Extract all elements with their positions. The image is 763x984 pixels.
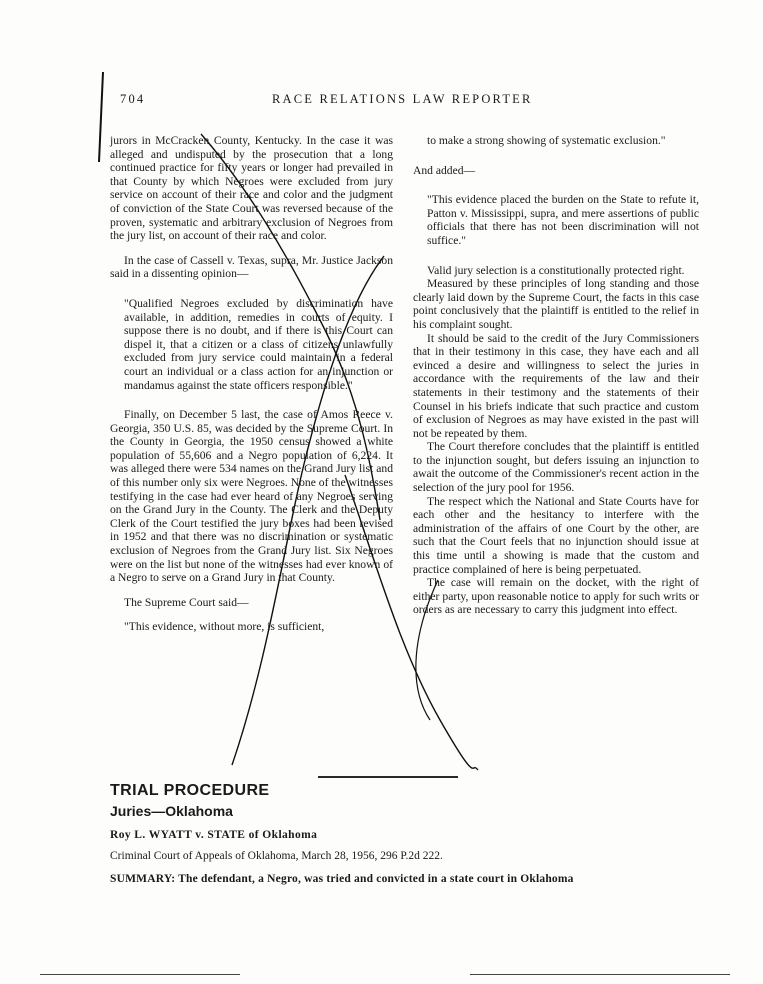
case-summary: SUMMARY: The defendant, a Negro, was tried and convicted in a state court in Oklahoma xyxy=(110,873,574,885)
subsection-title: Juries—Oklahoma xyxy=(110,803,233,819)
section-divider xyxy=(318,776,458,778)
paragraph: The case will remain on the docket, with the right of either party, upon reasonable notice to apply for such writs or orders as are necessary to carry this judgment into effect. xyxy=(413,576,699,617)
block-quote: "This evidence, without more, is sufficient, xyxy=(124,620,325,634)
block-quote: "This evidence placed the burden on the State to refute it, Patton v. Mississippi, supra, and mere assertions of public officials that there has not been discrimination will not suffice." xyxy=(427,193,699,247)
strike-line xyxy=(99,72,103,162)
paragraph: The Supreme Court said— xyxy=(124,595,249,609)
paragraph: In the case of Cassell v. Texas, supra, Mr. Justice Jackson said in a dissenting opinion— xyxy=(110,253,393,281)
paragraph: It should be said to the credit of the Jury Commissioners that in their testimony in this case, they have each and all evinced a desire and willingness to select the juries in accordance with the requirements of the law and their statements in their testimony and the statements of their Counsel in his briefs indicate that such practice and custom of exclusion of Negroes as may have existed in the past will not be repeated by them. xyxy=(413,331,699,440)
paragraph: Measured by these principles of long standing and those clearly laid down by the Supreme Court, the facts in this case point conclusively that the plaintiff is entitled to the relief in his complaint sought. xyxy=(413,277,699,331)
paragraph: And added— xyxy=(413,163,476,177)
case-name: Roy L. WYATT v. STATE of Oklahoma xyxy=(110,829,318,841)
section-title: TRIAL PROCEDURE xyxy=(110,782,270,799)
bottom-rule xyxy=(470,974,730,975)
bottom-rule xyxy=(40,974,240,975)
block-quote: "Qualified Negroes excluded by discrimination have available, in addition, remedies in courts of equity. I suppose there is no doubt, and if there is this Court can dispel it, that a citizen or a class of citizens unlawfully excluded from jury service could maintain in a federal court an individual or a class action for an injunction or mandamus against the state officers responsible." xyxy=(124,296,393,392)
right-column xyxy=(413,134,699,617)
running-title: RACE RELATIONS LAW REPORTER xyxy=(272,92,533,106)
case-citation: Criminal Court of Appeals of Oklahoma, March 28, 1956, 296 P.2d 222. xyxy=(110,850,443,862)
left-column xyxy=(110,134,393,634)
page-number: 704 xyxy=(120,92,146,106)
block-quote: to make a strong showing of systematic exclusion." xyxy=(427,134,666,147)
paragraph: Finally, on December 5 last, the case of Amos Reece v. Georgia, 350 U.S. 85, was decided by the Supreme Court. In the County in Georgia, the 1950 census showed a white population of 55,606 and a Negro population of 6,224. It was alleged there were 534 names on the Grand Jury list and of this number only six were Negroes. None of the witnesses testifying in the case had ever heard of any Negroes serving on the Grand Jury in the County. The Clerk and the Deputy Clerk of the Court testified the jury boxes had been revised in 1952 and that there was no discrimination or systematic exclusion of Negroes from the Grand Jury list. Six Negroes were on the list but none of the witnesses had ever known of a Negro to serve on a Grand Jury in that County. xyxy=(110,408,393,585)
paragraph: jurors in McCracken County, Kentucky. In the case it was alleged and undisputed by the prosecution that a long continued practice for fifty years or longer had prevailed in that County by which Negroes were excluded from jury service on account of their race and color and the judgment of conviction of the State Court was reversed because of the proven, systematic and arbitrary exclusion of Negroes from the jury list, on account of their race and color. xyxy=(110,134,393,243)
paragraph: Valid jury selection is a constitutionally protected right. xyxy=(427,263,685,277)
paragraph: The respect which the National and State Courts have for each other and the hesitancy to interfere with the administration of the affairs of one Court by the other, are such that the Court feels that no injunction should issue at this time until a showing is made that the custom and practice complained of here is being perpetuated. xyxy=(413,494,699,576)
paragraph: The Court therefore concludes that the plaintiff is entitled to the injunction sought, but defers issuing an injunction to await the outcome of the Commissioner's recent action in the selection of the jury pool for 1956. xyxy=(413,440,699,495)
running-header xyxy=(120,92,660,112)
